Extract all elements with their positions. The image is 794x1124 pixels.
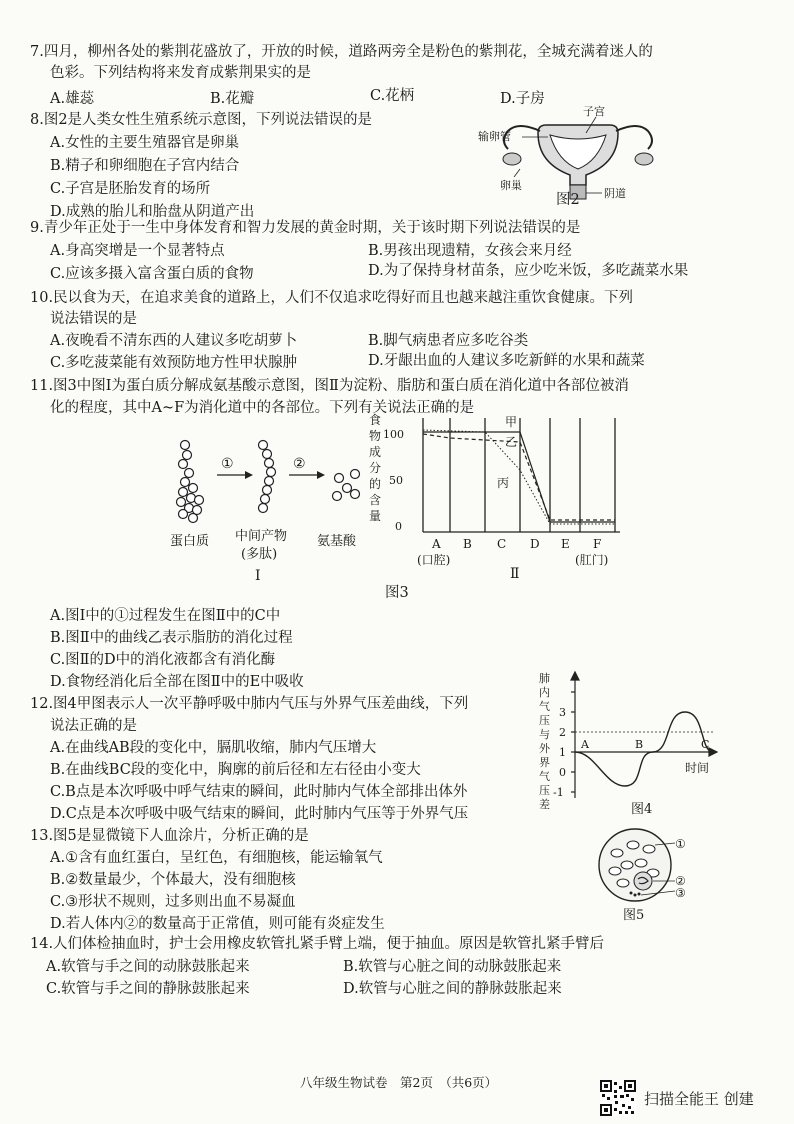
q10-option-d: D.牙龈出血的人建议多吃新鲜的水果和蔬菜 bbox=[368, 353, 645, 369]
curve-jia bbox=[423, 432, 615, 522]
fig2-label-tube: 输卵管 bbox=[478, 130, 511, 143]
label-intermediate: 中间产物 bbox=[235, 529, 288, 544]
page-footer: 八年级生物试卷 第2页 （共6页） bbox=[300, 1075, 498, 1090]
q13-option-b: B.②数量最少，个体最大，没有细胞核 bbox=[50, 872, 296, 888]
q9-option-d: D.为了保持身材苗条，应少吃米饭，多吃蔬菜水果 bbox=[368, 263, 689, 279]
fig4-ytick-neg1: -1 bbox=[553, 786, 564, 799]
fig3-ii-ylabel-7: 量 bbox=[369, 509, 382, 523]
fig5-marker-2: ② bbox=[675, 874, 686, 888]
curve-yi bbox=[423, 434, 615, 520]
fig4-ylabel-7: 界 bbox=[539, 756, 550, 769]
scanner-watermark-text: 扫描全能王 创建 bbox=[644, 1089, 754, 1108]
q9-option-b: B.男孩出现遗精，女孩会来月经 bbox=[368, 243, 572, 259]
fig3-ii-xtick-b: B bbox=[463, 537, 472, 551]
q7-stem-line2: 色彩。下列结构将来发育成紫荆果实的是 bbox=[50, 65, 311, 81]
q12-option-a: A.在曲线AB段的变化中，膈肌收缩，肺内气压增大 bbox=[50, 740, 377, 756]
fig3-ii-ytick-50: 50 bbox=[389, 474, 403, 487]
fig5-caption: 图5 bbox=[623, 908, 645, 923]
q13-option-d: D.若人体内②的数量高于正常值，则可能有炎症发生 bbox=[50, 916, 385, 932]
q8-option-b: B.精子和卵细胞在子宫内结合 bbox=[50, 158, 240, 174]
fig4-ylabel-1: 肺 bbox=[539, 672, 550, 685]
fig3-ii-numeral: Ⅱ bbox=[510, 566, 520, 582]
q8-option-d: D.成熟的胎儿和胎盘从阴道产出 bbox=[50, 204, 255, 220]
fig4-ytick-1: 1 bbox=[559, 746, 566, 759]
fig3-ii-xtick-a: A bbox=[432, 537, 441, 551]
q14-option-d: D.软管与心脏之间的静脉鼓胀起来 bbox=[343, 981, 562, 997]
label-protein: 蛋白质 bbox=[170, 534, 210, 549]
fig4-point-b: B bbox=[635, 738, 644, 751]
fig4-ylabel-9: 压 bbox=[539, 784, 550, 797]
q13-stem: 13.图5是显微镜下人血涂片，分析正确的是 bbox=[30, 828, 309, 844]
fig4-ylabel-10: 差 bbox=[539, 798, 550, 811]
q8-option-c: C.子宫是胚胎发育的场所 bbox=[50, 181, 211, 197]
q12-option-d: D.C点是本次呼吸中吸气结束的瞬间，此时肺内气压等于外界气压 bbox=[50, 806, 469, 822]
q10-stem-line1: 10.民以食为天，在追求美食的道路上，人们不仅追求吃得好而且也越来越注重饮食健康。下列 bbox=[30, 290, 634, 306]
fig4-xlabel: 时间 bbox=[685, 761, 710, 775]
fig3-ii-ytick-100: 100 bbox=[383, 428, 404, 441]
q13-option-a: A.①含有血红蛋白，呈红色，有细胞核，能运输氧气 bbox=[50, 850, 383, 866]
fig3-ii-ylabel-2: 物 bbox=[369, 429, 382, 443]
q12-stem-line1: 12.图4甲图表示人一次平静呼吸中肺内气压与外界气压差曲线，下列 bbox=[30, 696, 469, 712]
fig4-ylabel-3: 气 bbox=[539, 700, 550, 713]
scanner-watermark bbox=[600, 1080, 754, 1116]
fig3-ii-note-anus: (肛门) bbox=[575, 553, 609, 567]
fig3-ii-ylabel-5: 的 bbox=[369, 477, 382, 491]
fig4-ylabel-8: 气 bbox=[539, 770, 550, 783]
q12-option-b: B.在曲线BC段的变化中，胸廓的前后径和左右径由小变大 bbox=[50, 762, 421, 778]
fig2-label-uterus: 子宫 bbox=[583, 105, 605, 118]
q11-option-b: B.图Ⅱ中的曲线乙表示脂肪的消化过程 bbox=[50, 630, 293, 646]
qr-code-icon bbox=[600, 1080, 636, 1116]
q11-stem-line1: 11.图3中图Ⅰ为蛋白质分解成氨基酸示意图，图Ⅱ为淀粉、脂肪和蛋白质在消化道中各部位被消 bbox=[30, 378, 629, 394]
label-polypeptide: (多肽) bbox=[241, 547, 278, 562]
fig2-label-ovary: 卵巢 bbox=[500, 179, 522, 192]
fig3-ii-ylabel-3: 成 bbox=[369, 445, 382, 459]
curve-label-bing: 丙 bbox=[497, 476, 510, 490]
fig4-point-a: A bbox=[581, 738, 589, 751]
q9-option-a: A.身高突增是一个显著特点 bbox=[50, 243, 225, 259]
curve-label-yi: 乙 bbox=[505, 435, 518, 449]
protein-chain bbox=[177, 441, 204, 523]
fig3-ii-ylabel-6: 含 bbox=[369, 493, 382, 507]
q7-option-a: A.雄蕊 bbox=[50, 91, 95, 107]
fig4-ylabel-2: 内 bbox=[539, 686, 550, 699]
curve-bing bbox=[423, 430, 615, 524]
fig3-ii-ylabel-4: 分 bbox=[369, 461, 382, 475]
fig2-label-vagina: 阴道 bbox=[604, 187, 626, 200]
q10-stem-line2: 说法错误的是 bbox=[50, 311, 137, 327]
q7-option-d: D.子房 bbox=[500, 91, 545, 107]
fig5-marker-3: ③ bbox=[675, 886, 686, 900]
q10-option-c: C.多吃菠菜能有效预防地方性甲状腺肿 bbox=[50, 355, 298, 371]
fig3-ii-xtick-c: C bbox=[497, 537, 507, 551]
figure-5-blood-smear bbox=[595, 825, 715, 925]
q11-option-d: D.食物经消化后全部在图Ⅱ中的E中吸收 bbox=[50, 674, 304, 690]
q11-stem-line2: 化的程度，其中A~F为消化道中的各部位。下列有关说法正确的是 bbox=[50, 400, 475, 416]
figure-3-i-protein-digestion bbox=[165, 430, 390, 590]
fig4-ylabel-5: 与 bbox=[539, 728, 550, 741]
q14-option-c: C.软管与手之间的静脉鼓胀起来 bbox=[46, 981, 250, 997]
polypeptide-chain bbox=[259, 441, 276, 513]
q7-stem-line1: 7.四月，柳州各处的紫荆花盛放了，开放的时候，道路两旁全是粉色的紫荆花，全城充满着迷人的 bbox=[30, 44, 653, 60]
q8-option-a: A.女性的主要生殖器官是卵巢 bbox=[50, 135, 240, 151]
label-amino-acid: 氨基酸 bbox=[317, 534, 357, 549]
fig3-ii-xtick-e: E bbox=[561, 537, 570, 551]
curve-label-jia: 甲 bbox=[505, 415, 518, 429]
fig3-caption: 图3 bbox=[385, 585, 409, 601]
q14-option-b: B.软管与心脏之间的动脉鼓胀起来 bbox=[343, 959, 562, 975]
figure-3-ii-digestion-chart bbox=[365, 410, 640, 585]
q10-option-a: A.夜晚看不清东西的人建议多吃胡萝卜 bbox=[50, 333, 298, 349]
fig3-i-numeral: Ⅰ bbox=[255, 568, 261, 584]
q10-option-b: B.脚气病患者应多吃谷类 bbox=[368, 333, 529, 349]
fig3-ii-ylabel-1: 食 bbox=[369, 413, 382, 427]
q9-option-c: C.应该多摄入富含蛋白质的食物 bbox=[50, 266, 254, 282]
q7-option-c: C.花柄 bbox=[370, 88, 415, 104]
step-1-marker: ① bbox=[221, 456, 234, 472]
q12-stem-line2: 说法正确的是 bbox=[50, 718, 137, 734]
q12-option-c: C.B点是本次呼吸中呼气结束的瞬间，此时肺内气体全部排出体外 bbox=[50, 784, 468, 800]
q11-option-a: A.图Ⅰ中的①过程发生在图Ⅱ中的C中 bbox=[50, 608, 281, 624]
amino-acids bbox=[333, 470, 360, 501]
q7-option-b: B.花瓣 bbox=[210, 91, 255, 107]
fig4-ytick-2: 2 bbox=[559, 726, 566, 739]
q11-option-c: C.图Ⅱ的D中的消化液都含有消化酶 bbox=[50, 652, 276, 668]
fig4-ylabel-6: 外 bbox=[539, 742, 550, 755]
q8-stem: 8.图2是人类女性生殖系统示意图，下列说法错误的是 bbox=[30, 112, 373, 128]
figure-4-pressure-curve bbox=[535, 668, 750, 828]
fig4-point-c: C bbox=[701, 738, 710, 751]
q9-stem: 9.青少年正处于一生中身体发育和智力发展的黄金时期，关于该时期下列说法错误的是 bbox=[30, 220, 581, 236]
step-2-marker: ② bbox=[293, 456, 306, 472]
fig3-ii-ytick-0: 0 bbox=[395, 520, 402, 533]
fig5-marker-1: ① bbox=[675, 837, 686, 851]
q13-option-c: C.③形状不规则，过多则出血不易凝血 bbox=[50, 894, 296, 910]
fig3-ii-xtick-f: F bbox=[593, 537, 602, 551]
q14-stem: 14.人们体检抽血时，护士会用橡皮软管扎紧手臂上端，便于抽血。原因是软管扎紧手臂后 bbox=[30, 936, 605, 952]
fig2-caption: 图2 bbox=[556, 192, 580, 208]
q14-option-a: A.软管与手之间的动脉鼓胀起来 bbox=[46, 959, 250, 975]
fig3-ii-xtick-d: D bbox=[530, 537, 540, 551]
fig4-ytick-3: 3 bbox=[559, 706, 566, 719]
fig3-ii-note-mouth: (口腔) bbox=[417, 553, 451, 567]
fig4-ytick-0: 0 bbox=[559, 766, 566, 779]
fig4-caption: 图4 bbox=[631, 802, 653, 817]
fig4-ylabel-4: 压 bbox=[539, 714, 550, 727]
